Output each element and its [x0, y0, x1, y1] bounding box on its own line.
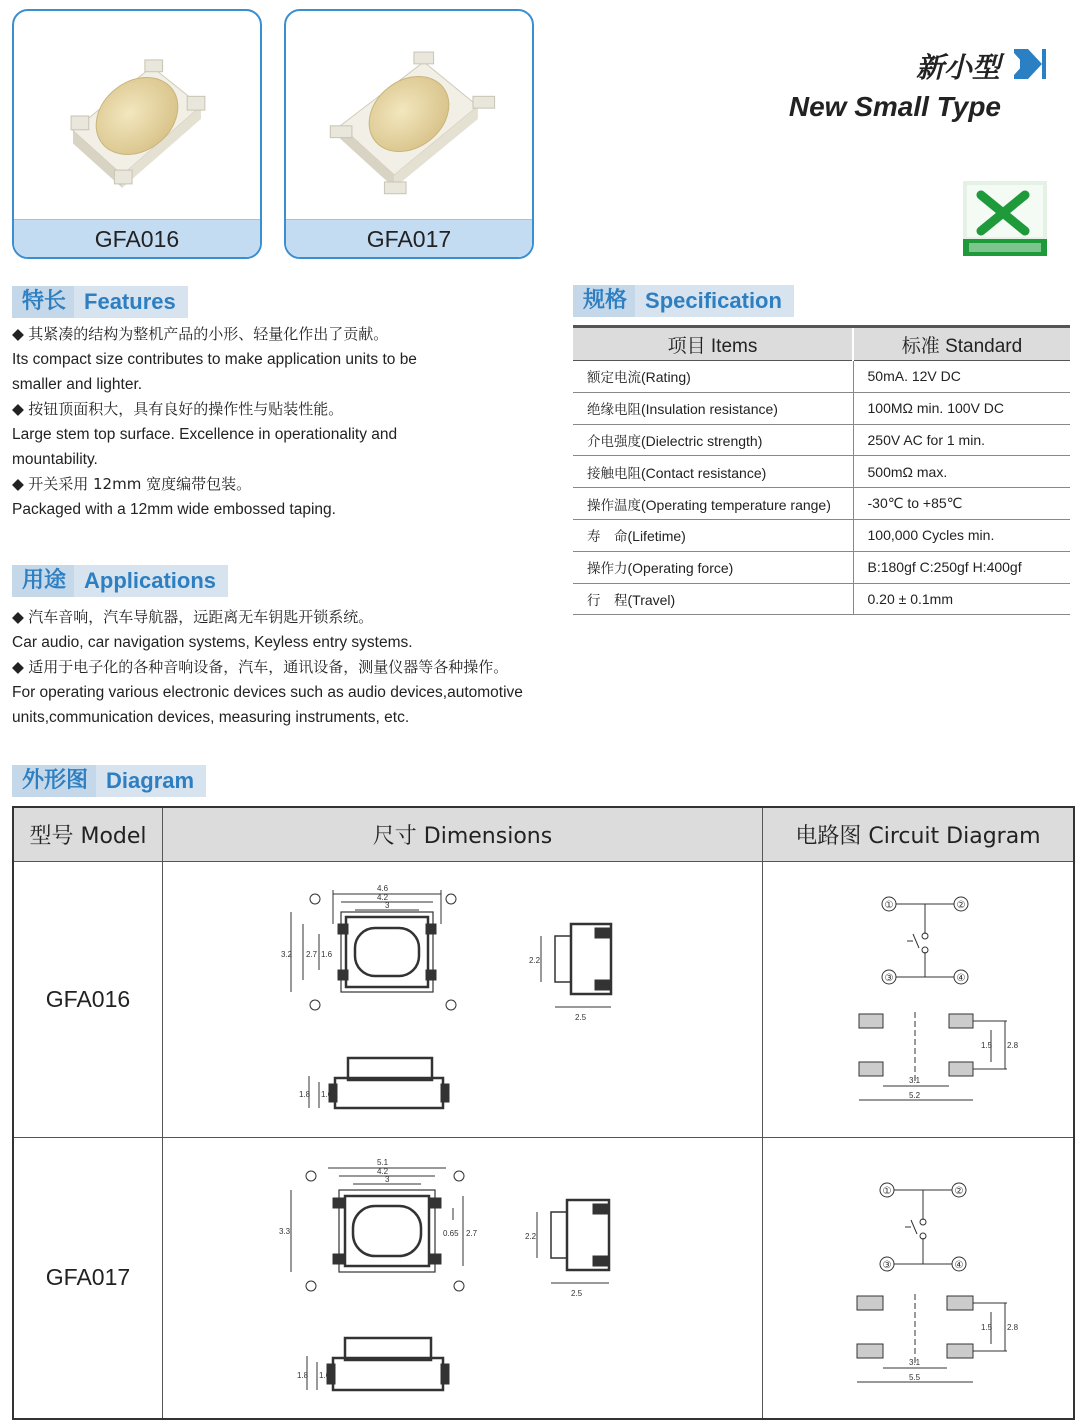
features-heading-en: Features	[84, 289, 176, 314]
specification-heading-en: Specification	[645, 288, 782, 313]
pin-label: ②	[954, 1185, 964, 1197]
table-row: 操作力(Operating force) B:180gf C:250gf H:400gf	[573, 551, 1070, 583]
application-item-en: Car audio, car navigation systems, Keyless entry systems.	[12, 634, 413, 651]
feature-item: ◆ 按钮顶面积大，具有良好的操作性与贴装性能。	[12, 400, 344, 418]
application-item: ◆ 汽车音响，汽车导航器，远距离无车钥匙开锁系统。	[12, 608, 374, 626]
pin-label: ②	[956, 899, 966, 911]
dimension-label: 4.2	[377, 1166, 389, 1176]
product-model-label: GFA016	[14, 219, 260, 257]
feature-item-en: Its compact size contributes to make application units to be smaller and lighter.	[12, 351, 417, 393]
feature-item: ◆ 开关采用 12mm 宽度编带包装。	[12, 475, 252, 493]
dimension-label: 2.5	[571, 1288, 583, 1298]
headline-chinese: 新小型	[915, 51, 1000, 84]
dimension-label: 2.2	[525, 1231, 537, 1241]
table-row: 接触电阻(Contact resistance) 500mΩ max.	[573, 456, 1070, 488]
applications-heading	[12, 565, 228, 597]
dimension-label: 3.1	[909, 1357, 921, 1367]
circuit-diagram-cell	[763, 861, 1075, 1137]
dimension-label: 1.6	[321, 1089, 333, 1099]
applications-heading-cn: 用途	[12, 565, 74, 597]
specification-heading-cn: 规格	[573, 285, 635, 317]
product-card-gfa017	[284, 9, 534, 259]
pin-label: ④	[956, 972, 966, 984]
dimension-label: 3	[385, 1174, 390, 1184]
product-model-label: GFA017	[286, 219, 532, 257]
features-text	[12, 322, 442, 522]
pin-label: ③	[882, 1259, 892, 1271]
dimensions-drawing-gfa017	[163, 1138, 761, 1413]
dimension-label: 3	[385, 900, 390, 910]
spec-header-items: 项目 Items	[573, 327, 853, 361]
dimension-label: 2.8	[1007, 1040, 1019, 1050]
dimension-label: 2.2	[529, 955, 541, 965]
dimension-label: 1.6	[319, 1370, 331, 1380]
dimension-label: 3.3	[279, 1226, 291, 1236]
dimensions-drawing-cell	[163, 861, 763, 1137]
diagram-model-cell: GFA016	[13, 861, 163, 1137]
dimension-label: 1.5	[981, 1040, 993, 1050]
specification-table	[573, 325, 1070, 615]
headline-english: New Small Type	[788, 91, 1001, 122]
product-card-gfa016	[12, 9, 262, 259]
spec-header-standard: 标准 Standard	[853, 327, 1070, 361]
application-item: ◆ 适用于电子化的各种音响设备，汽车，通讯设备，测量仪器等各种操作。	[12, 658, 509, 676]
dimension-label: 2.8	[1007, 1322, 1019, 1332]
diagram-header-circuit: 电路图 Circuit Diagram	[763, 807, 1075, 861]
pin-label: ①	[882, 1185, 892, 1197]
table-row: 行 程(Travel) 0.20 ± 0.1mm	[573, 583, 1070, 615]
spec-header-row	[573, 327, 1070, 361]
switch-photo-gfa017	[286, 11, 532, 221]
table-row: 介电强度(Dielectric strength) 250V AC for 1 min.	[573, 424, 1070, 456]
diagram-heading-cn: 外形图	[12, 765, 96, 797]
table-row	[13, 861, 1074, 1137]
dimensions-drawing-cell	[163, 1137, 763, 1419]
dimension-label: 1.5	[981, 1322, 993, 1332]
specification-heading	[573, 285, 794, 317]
pin-label: ①	[884, 899, 894, 911]
features-heading	[12, 286, 188, 318]
diagram-table	[12, 806, 1075, 1420]
lead-free-icon	[963, 181, 1047, 256]
dimension-label: 1.8	[297, 1370, 309, 1380]
table-row: 额定电流(Rating) 50mA. 12V DC	[573, 361, 1070, 393]
dimension-label: 0.65	[443, 1228, 459, 1238]
dimension-label: 2.7	[306, 949, 318, 959]
diagram-model-cell: GFA017	[13, 1137, 163, 1419]
table-row: 绝缘电阻(Insulation resistance) 100MΩ min. 100V DC	[573, 392, 1070, 424]
table-row	[13, 1137, 1074, 1419]
dimension-label: 2.7	[466, 1228, 478, 1238]
feature-item-en: Packaged with a 12mm wide embossed taping.	[12, 501, 336, 518]
pin-label: ④	[954, 1259, 964, 1271]
dimension-label: 5.2	[909, 1090, 921, 1100]
circuit-diagram-gfa016	[763, 862, 1073, 1132]
dimensions-drawing-gfa016	[163, 862, 761, 1132]
double-chevron-right-icon	[1014, 49, 1046, 79]
dimension-label: 5.1	[377, 1157, 389, 1167]
table-row: 操作温度(Operating temperature range) -30℃ to +85℃	[573, 488, 1070, 520]
diagram-header-dimensions: 尺寸 Dimensions	[163, 807, 763, 861]
features-heading-cn: 特长	[12, 286, 74, 318]
feature-item: ◆ 其紧凑的结构为整机产品的小形、轻量化作出了贡献。	[12, 325, 389, 343]
dimension-label: 3.1	[909, 1075, 921, 1085]
applications-heading-en: Applications	[84, 568, 217, 593]
circuit-diagram-gfa017	[763, 1138, 1073, 1413]
circuit-diagram-cell	[763, 1137, 1075, 1419]
pin-label: ③	[884, 972, 894, 984]
diagram-header-model: 型号 Model	[13, 807, 163, 861]
dimension-label: 5.5	[909, 1372, 921, 1382]
feature-item-en: Large stem top surface. Excellence in operationality and mountability.	[12, 426, 398, 468]
application-item-en: For operating various electronic devices such as audio devices,automotive units,communication devices, measuring instruments, etc.	[12, 684, 523, 726]
dimension-label: 3.2	[281, 949, 293, 959]
diagram-heading-en: Diagram	[106, 768, 195, 793]
diagram-heading	[12, 765, 206, 797]
diagram-header-row	[13, 807, 1074, 861]
switch-photo-gfa016	[14, 11, 260, 221]
dimension-label: 4.6	[377, 883, 389, 893]
dimension-label: 1.8	[299, 1089, 311, 1099]
dimension-label: 4.2	[377, 892, 389, 902]
applications-text	[12, 605, 557, 730]
dimension-label: 1.6	[321, 949, 333, 959]
dimension-label: 2.5	[575, 1012, 587, 1022]
table-row: 寿 命(Lifetime) 100,000 Cycles min.	[573, 519, 1070, 551]
